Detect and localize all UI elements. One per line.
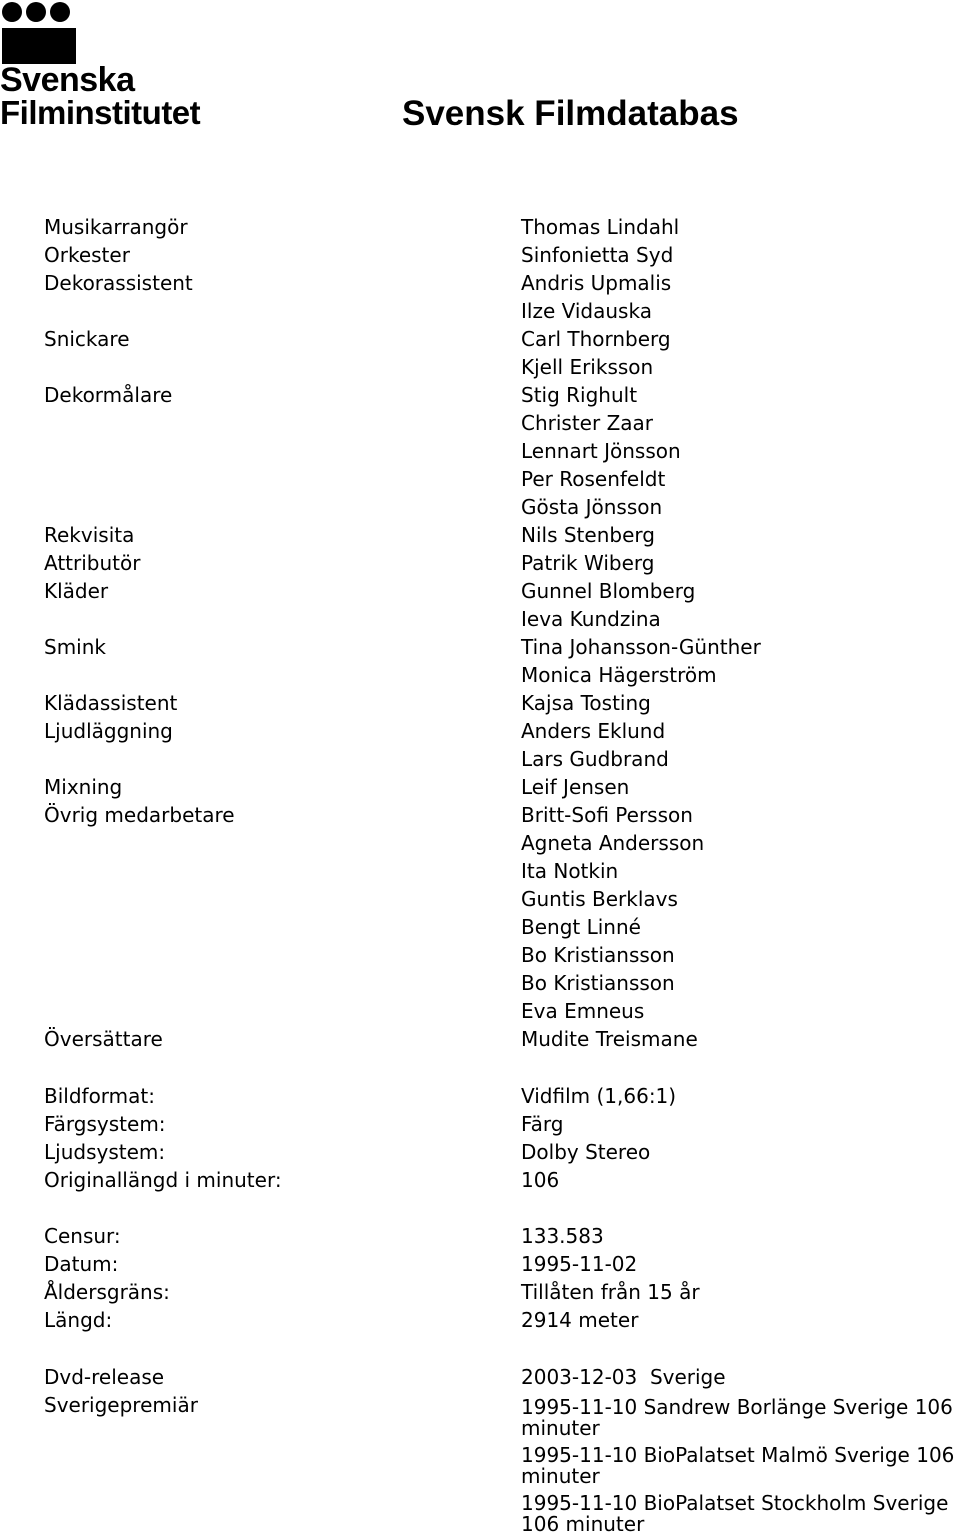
crew-name: Ilze Vidauska: [521, 299, 652, 323]
crew-name: Patrik Wiberg: [521, 551, 655, 575]
premiere-entry: 1995-11-10 BioPalatset Malmö Sverige 106 minuter: [521, 1443, 955, 1488]
censor-label: Datum:: [44, 1252, 119, 1276]
crew-name: Kajsa Tosting: [521, 691, 651, 715]
premiere-entry: 1995-11-10 BioPalatset Stockholm Sverige 106 minuter: [521, 1491, 949, 1536]
tech-label: Bildformat:: [44, 1084, 155, 1108]
censor-value: 2914 meter: [521, 1308, 639, 1332]
logo-wordmark-line2: Filminstitutet: [0, 94, 201, 131]
tech-label: Färgsystem:: [44, 1112, 166, 1136]
logo-wordmark-line1: Svenska: [0, 61, 135, 99]
crew-name: Eva Emneus: [521, 999, 645, 1023]
dvd-release-label: Dvd-release: [44, 1365, 165, 1389]
crew-name: Per Rosenfeldt: [521, 467, 666, 491]
svenska-filminstitutet-logo: [0, 0, 210, 135]
logo-dot: [2, 2, 22, 22]
censor-label: Längd:: [44, 1308, 113, 1332]
dvd-release-value: 2003-12-03 Sverige: [521, 1365, 726, 1389]
crew-role: Rekvisita: [44, 523, 135, 547]
crew-name: Gösta Jönsson: [521, 495, 663, 519]
crew-name: Monica Hägerström: [521, 663, 717, 687]
crew-role: Dekorassistent: [44, 271, 193, 295]
crew-name: Gunnel Blomberg: [521, 579, 696, 603]
crew-name: Agneta Andersson: [521, 831, 705, 855]
premiere-label: Sverigepremiär: [44, 1393, 198, 1417]
tech-value: Färg: [521, 1112, 564, 1136]
crew-role: Mixning: [44, 775, 123, 799]
logo-dots: [2, 2, 74, 24]
crew-role: Orkester: [44, 243, 130, 267]
crew-role: Övrig medarbetare: [44, 803, 235, 827]
crew-name: Lars Gudbrand: [521, 747, 669, 771]
crew-name: Ieva Kundzina: [521, 607, 661, 631]
logo-dot: [26, 2, 46, 22]
premiere-entry: 1995-11-10 Sandrew Borlänge Sverige 106 minuter: [521, 1395, 953, 1440]
crew-name: Anders Eklund: [521, 719, 666, 743]
crew-name: Kjell Eriksson: [521, 355, 654, 379]
crew-role: Kläder: [44, 579, 109, 603]
crew-role: Översättare: [44, 1027, 163, 1051]
tech-label: Ljudsystem:: [44, 1140, 166, 1164]
crew-name: Stig Righult: [521, 383, 638, 407]
crew-name: Bo Kristiansson: [521, 943, 675, 967]
crew-role: Dekormålare: [44, 383, 173, 407]
crew-name: Thomas Lindahl: [521, 215, 680, 239]
crew-name: Leif Jensen: [521, 775, 630, 799]
crew-name: Ita Notkin: [521, 859, 619, 883]
crew-name: Andris Upmalis: [521, 271, 672, 295]
censor-value: Tillåten från 15 år: [521, 1280, 700, 1304]
censor-label: Åldersgräns:: [44, 1280, 170, 1304]
crew-name: Bengt Linné: [521, 915, 641, 939]
crew-name: Tina Johansson-Günther: [521, 635, 761, 659]
tech-value: 106: [521, 1168, 560, 1192]
crew-name: Mudite Treismane: [521, 1027, 698, 1051]
crew-role: Klädassistent: [44, 691, 178, 715]
tech-value: Vidfilm (1,66:1): [521, 1084, 677, 1108]
crew-name: Bo Kristiansson: [521, 971, 675, 995]
page-title: Svensk Filmdatabas: [402, 94, 739, 133]
crew-role: Smink: [44, 635, 106, 659]
censor-value: 133.583: [521, 1224, 604, 1248]
tech-label: Originallängd i minuter:: [44, 1168, 282, 1192]
logo-square: [2, 28, 76, 64]
crew-role: Ljudläggning: [44, 719, 173, 743]
crew-name: Sinfonietta Syd: [521, 243, 674, 267]
censor-value: 1995-11-02: [521, 1252, 638, 1276]
crew-name: Christer Zaar: [521, 411, 654, 435]
crew-role: Snickare: [44, 327, 130, 351]
crew-role: Musikarrangör: [44, 215, 188, 239]
logo-dot: [50, 2, 70, 22]
tech-value: Dolby Stereo: [521, 1140, 651, 1164]
crew-role: Attributör: [44, 551, 141, 575]
crew-name: Nils Stenberg: [521, 523, 655, 547]
censor-label: Censur:: [44, 1224, 121, 1248]
crew-name: Britt-Sofi Persson: [521, 803, 693, 827]
crew-name: Lennart Jönsson: [521, 439, 681, 463]
crew-name: Guntis Berklavs: [521, 887, 678, 911]
crew-name: Carl Thornberg: [521, 327, 671, 351]
